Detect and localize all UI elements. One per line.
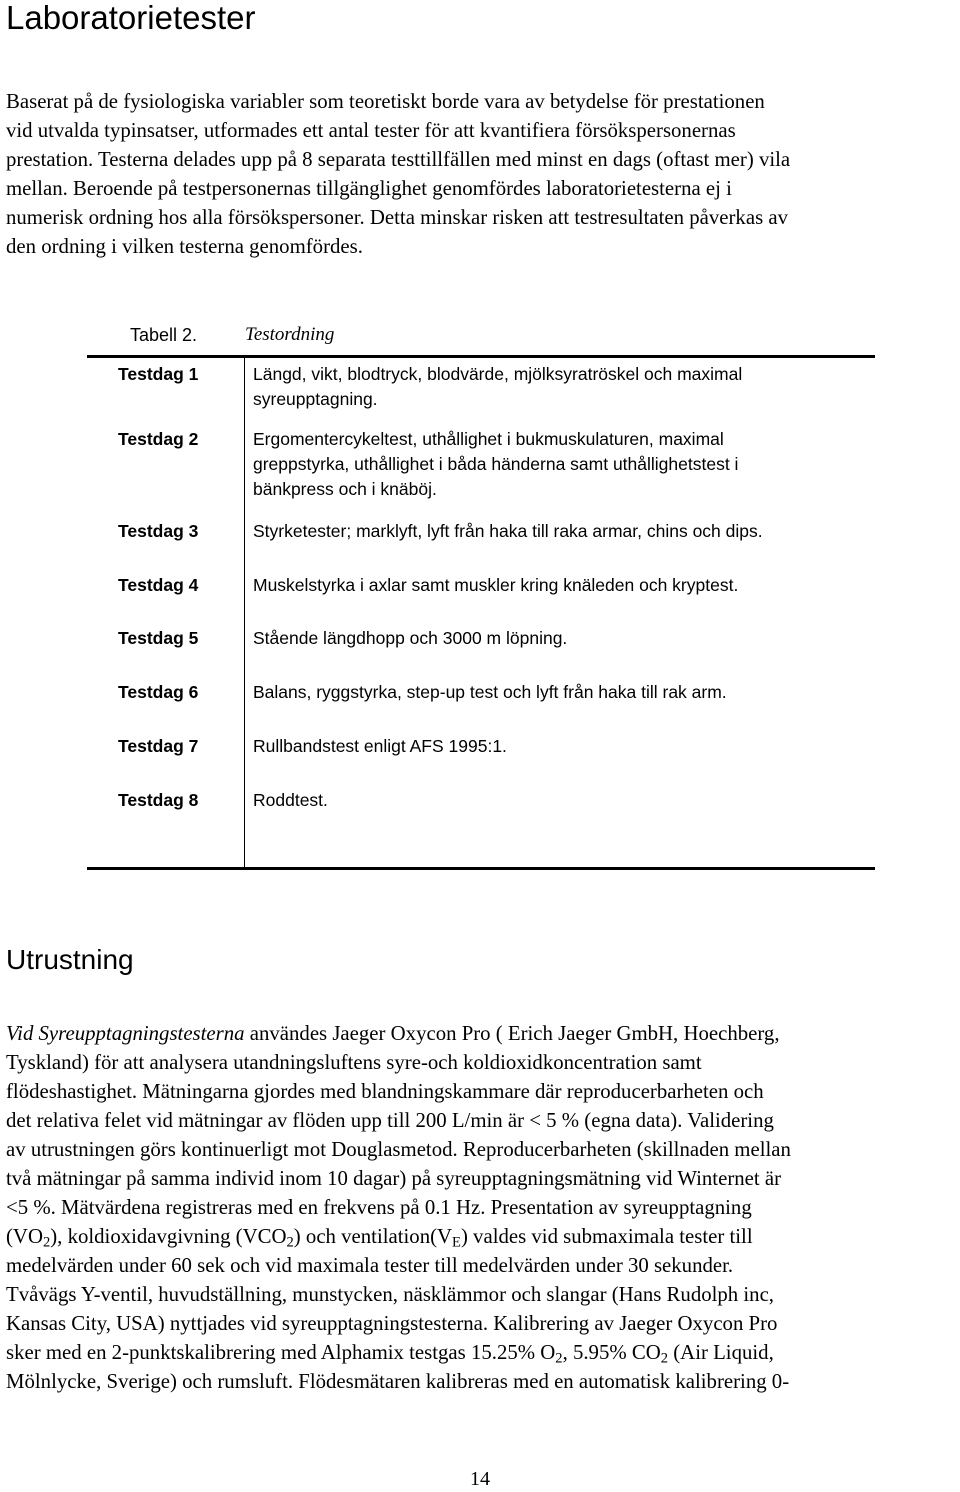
test-day-label: Testdag 4: [118, 575, 199, 595]
equipment-paragraph: [6, 1019, 954, 1396]
text-line: den ordning i vilken testerna genomfördes.: [6, 235, 363, 258]
test-day-label: Testdag 1: [118, 364, 199, 384]
text-line: mellan. Beroende på testpersonernas tillgänglighet genomfördes laboratorietesterna ej i: [6, 177, 732, 200]
text-line: Tyskland) för att analysera utandningsluftens syre-och koldioxidkoncentration samt: [6, 1051, 702, 1074]
text-line: det relativa felet vid mätningar av flöden upp till 200 L/min är < 5 % (egna data). Validering: [6, 1109, 774, 1132]
test-day-description: Balans, ryggstyrka, step-up test och lyft från haka till rak arm.: [253, 682, 727, 702]
table-caption-number: Tabell 2.: [130, 325, 198, 345]
text-line: vid utvalda typinsatser, utformades ett antal tester för att kvantifiera försökspersonernas: [6, 119, 736, 142]
table-bottom-rule: [87, 867, 875, 870]
text-line: sker med en 2-punktskalibrering med Alphamix testgas 15.25% $O_2$, 5.95% $CO_2$ (Air Liquid,: [6, 1341, 774, 1367]
text-line: flödeshastighet. Mätningarna gjordes med blandningskammare där reproducerbarheten och: [6, 1080, 764, 1103]
test-day-label: Testdag 2: [118, 429, 199, 449]
text-line: Kansas City, USA) nyttjades vid syreupptagningstesterna. Kalibrering av Jaeger Oxycon Pro: [6, 1312, 778, 1335]
table-top-rule: [87, 355, 875, 358]
text-line: Baserat på de fysiologiska variabler som teoretiskt borde vara av betydelse för prestationen: [6, 90, 765, 113]
test-day-description: Ergomentercykeltest, uthållighet i bukmuskulaturen, maximal greppstyrka, uthållighet i båda händerna samt uthållighetstest i bänkpress och i knäböj.: [253, 429, 739, 499]
test-day-label: Testdag 5: [118, 628, 199, 648]
table-column-divider: [244, 358, 245, 867]
text-line: numerisk ordning hos alla försökspersoner. Detta minskar risken att testresultaten påverkas av: [6, 206, 788, 229]
test-day-label: Testdag 8: [118, 790, 199, 810]
test-day-label: Testdag 7: [118, 736, 199, 756]
test-day-description: Längd, vikt, blodtryck, blodvärde, mjölksyratröskel och maximal syreupptagning.: [253, 364, 743, 409]
test-day-description: Muskelstyrka i axlar samt muskler kring knäleden och kryptest.: [253, 575, 739, 595]
test-day-description: Stående längdhopp och 3000 m löpning.: [253, 628, 568, 648]
text-line: medelvärden under 60 sek och vid maximala tester till medelvärden under 30 sekunder.: [6, 1254, 734, 1277]
test-day-description: Roddtest.: [253, 790, 328, 810]
test-day-description: Rullbandstest enligt AFS 1995:1.: [253, 736, 507, 756]
page-heading: Laboratorietester: [6, 0, 256, 36]
italic-term: Vid Syreupptagningstesterna: [6, 1022, 245, 1045]
text-line: Vid Syreupptagningstesterna användes Jaeger Oxycon Pro ( Erich Jaeger GmbH, Hoechberg,: [6, 1022, 780, 1045]
text-line: <5 %. Mätvärdena registreras med en frekvens på 0.1 Hz. Presentation av syreupptagning: [6, 1196, 752, 1219]
test-day-label: Testdag 3: [118, 521, 199, 541]
text-line: prestation. Testerna delades upp på 8 separata testtillfällen med minst en dags (oftast mer) vila: [6, 148, 791, 171]
page-number: 14: [470, 1468, 490, 1490]
text-line: $(VO_2)$, koldioxidavgivning $(VCO_2)$ och $ventilation(V_E)$ valdes vid submaximala tester till: [6, 1225, 753, 1251]
intro-paragraph: [6, 87, 954, 261]
text-line: två mätningar på samma individ inom 10 dagar) på syreupptagningsmätning vid Winternet är: [6, 1167, 782, 1190]
text-line: av utrustningen görs kontinuerligt mot Douglasmetod. Reproducerbarheten (skillnaden mellan: [6, 1138, 791, 1161]
test-day-label: Testdag 6: [118, 682, 199, 702]
table-caption-title: Testordning: [245, 324, 335, 345]
text-line: Mölnlycke, Sverige) och rumsluft. Flödesmätaren kalibreras med en automatisk kalibrering 0-: [6, 1370, 790, 1393]
test-day-description: Styrketester; marklyft, lyft från haka till raka armar, chins och dips.: [253, 521, 763, 541]
text-line: Tvåvägs Y-ventil, huvudställning, munstycken, näsklämmor och slangar (Hans Rudolph inc,: [6, 1283, 775, 1306]
section-heading: Utrustning: [6, 944, 134, 975]
